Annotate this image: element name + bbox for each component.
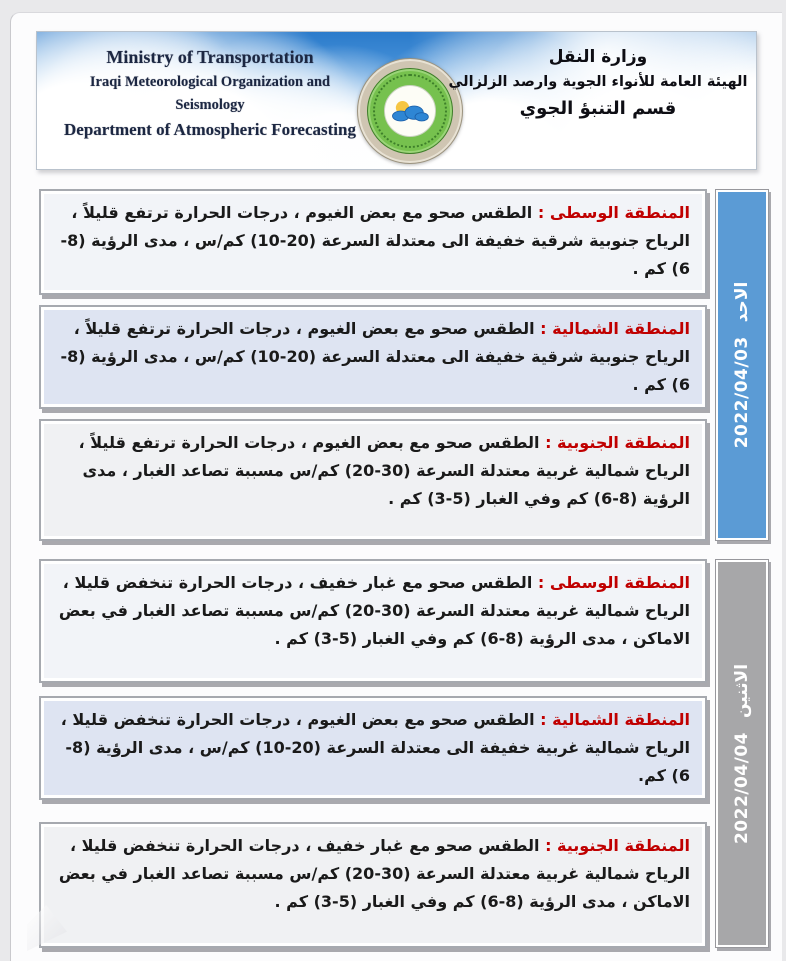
region-name: المنطقة الجنوبية: [557, 836, 690, 855]
department-title-ar: قسم التنبؤ الجوي: [519, 97, 677, 119]
forecast-text: الطقس صحو مع بعض الغيوم ، درجات الحرارة تنخفض قليلا ، الرياح شمالية غربية خفيفة الى معتدلة السرعة (20-10) كم/س ، مدى الرؤية (8-6) كم.: [60, 710, 690, 785]
forecast-box-monday-northern: [39, 696, 707, 800]
day-name-label: الاحد: [732, 281, 752, 323]
monday-region-boxes: [39, 559, 707, 948]
seal-center: [384, 85, 436, 137]
day-tab-sunday: [715, 189, 769, 541]
region-separator: :: [539, 433, 558, 452]
day-group-monday: [39, 559, 771, 948]
forecast-box-monday-central: [39, 559, 707, 683]
organization-title-ar: الهيئة العامة للأنواء الجوية وارصد الزلزالي: [448, 74, 748, 91]
region-separator: :: [532, 573, 550, 592]
ministry-title-en: Ministry of Transportation: [106, 47, 314, 67]
day-name-label: الاثنين: [732, 663, 752, 718]
region-name: المنطقة الجنوبية: [557, 433, 690, 452]
day-date-label: 2022/04/03: [732, 336, 752, 449]
region-name: المنطقة الشمالية: [552, 319, 690, 338]
region-name: المنطقة الشمالية: [552, 710, 690, 729]
forecast-box-sunday-central: [39, 189, 707, 295]
header-arabic-block: [448, 44, 748, 124]
header-banner: [36, 31, 757, 170]
forecast-text: الطقس صحو مع غبار خفيف ، درجات الحرارة تنخفض قليلا ، الرياح شمالية غربية معتدلة السرعة (30-20) كم/س مسببة تصاعد الغبار في بعض الاماكن ، مدى الرؤية (8-6) كم وفي الغبار (5-3) كم .: [58, 836, 690, 911]
region-name: المنطقة الوسطى: [549, 203, 690, 222]
forecast-text: الطقس صحو مع بعض الغيوم ، درجات الحرارة ترتفع قليلاً ، الرياح جنوبية شرقية خفيفة الى معتدلة السرعة (20-10) كم/س ، مدى الرؤية (8-6) كم .: [60, 203, 690, 278]
forecast-text: الطقس صحو مع بعض الغيوم ، درجات الحرارة ترتفع قليلاً ، الرياح جنوبية شرقية خفيفة الى معتدلة السرعة (20-10) كم/س ، مدى الرؤية (8-6) كم .: [60, 319, 690, 394]
region-separator: :: [539, 836, 558, 855]
monday-tab-fill: [718, 562, 766, 945]
forecast-box-sunday-northern: [39, 305, 707, 409]
forecast-text: الطقس صحو مع بعض الغيوم ، درجات الحرارة ترتفع قليلاً ، الرياح شمالية غربية معتدلة السرعة (30-20) كم/س مسببة تصاعد الغبار ، مدى الرؤية (8-6) كم وفي الغبار (5-3) كم .: [78, 433, 690, 508]
header-english-block: [55, 44, 365, 143]
day-tab-monday: [715, 559, 769, 948]
organization-title-en: Iraqi Meteorological Organization and Seismology: [89, 74, 331, 114]
region-separator: :: [534, 319, 553, 338]
sun-cloud-icon: [390, 98, 430, 124]
forecast-box-sunday-southern: [39, 419, 707, 541]
forecast-content: [39, 189, 771, 948]
day-date-label: 2022/04/04: [732, 731, 752, 844]
region-separator: :: [534, 710, 553, 729]
sunday-region-boxes: [39, 189, 707, 541]
seal-green-ring: [367, 68, 453, 154]
document-sheet: [10, 12, 782, 961]
ministry-title-ar: وزارة النقل: [548, 47, 648, 67]
region-separator: :: [532, 203, 550, 222]
region-name: المنطقة الوسطى: [549, 573, 690, 592]
forecast-text: الطقس صحو مع غبار خفيف ، درجات الحرارة تنخفض قليلا ، الرياح شمالية غربية معتدلة السرعة (30-20) كم/س مسببة تصاعد الغبار في بعض الاماكن ، مدى الرؤية (8-6) كم وفي الغبار (5-3) كم .: [58, 573, 690, 648]
sunday-tab-fill: [718, 192, 766, 538]
day-group-sunday: [39, 189, 771, 541]
forecast-box-monday-southern: [39, 822, 707, 948]
department-title-en: Department of Atmospheric Forecasting: [64, 120, 356, 140]
